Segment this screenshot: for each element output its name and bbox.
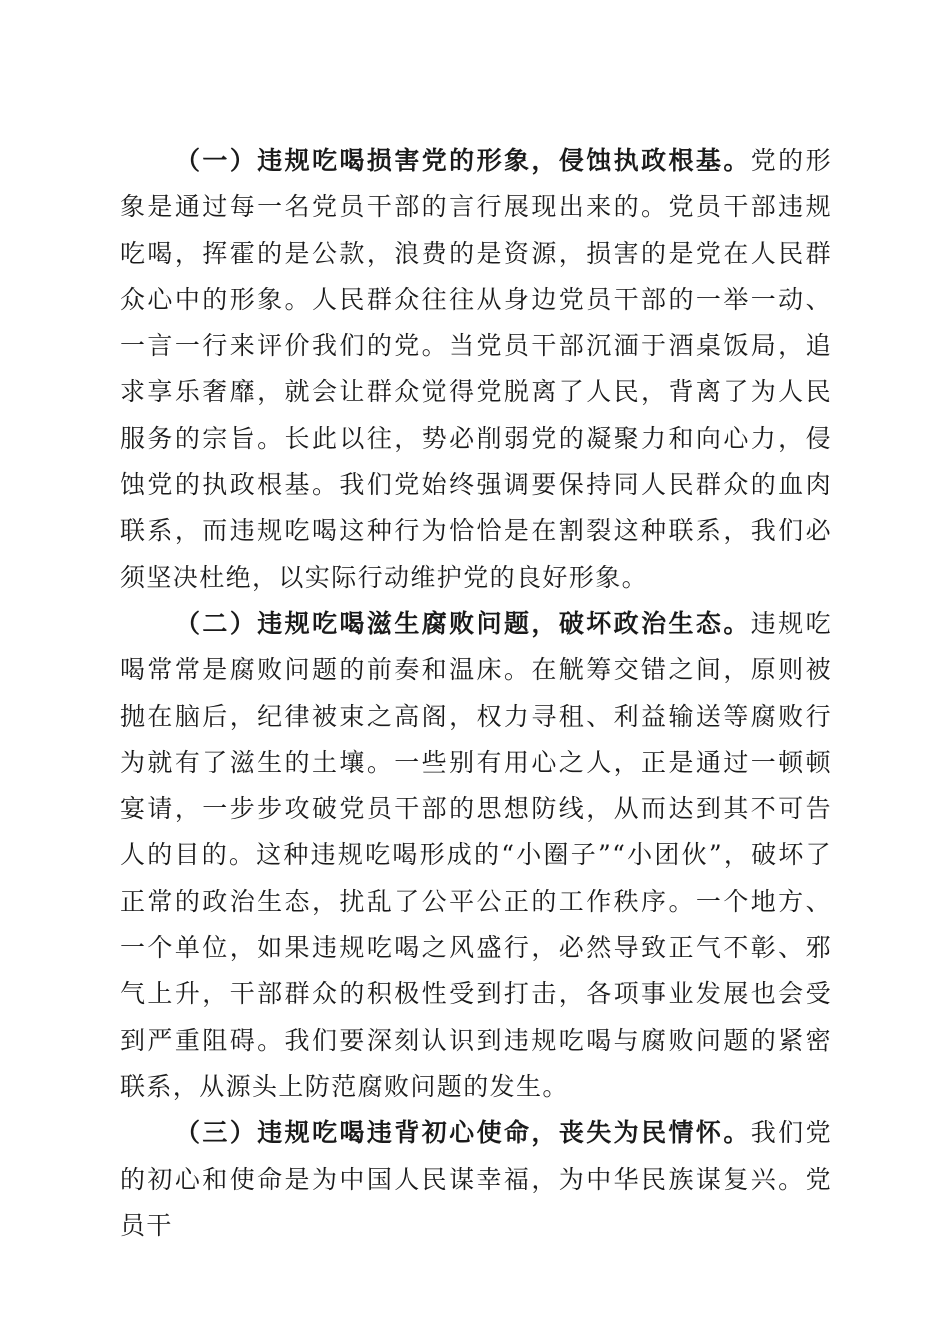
paragraph-3 bbox=[120, 1110, 832, 1249]
paragraph-2-body: 违规吃喝常常是腐败问题的前奏和温床。在觥筹交错之间，原则被抛在脑后，纪律被束之高阁，权力寻租、利益输送等腐败行为就有了滋生的土壤。一些别有用心之人，正是通过一顿顿宴请，一步步攻破党员干部的思想防线，从而达到其不可告人的目的。这种违规吃喝形成的“小圈子”“小团伙”，破坏了正常的政治生态，扰乱了公平公正的工作秩序。一个地方、一个单位，如果违规吃喝之风盛行，必然导致正气不彰、邪气上升，干部群众的积极性受到打击，各项事业发展也会受到严重阻碍。我们要深刻认识到违规吃喝与腐败问题的紧密联系，从源头上防范腐败问题的发生。 bbox=[120, 608, 832, 1101]
document-body bbox=[120, 138, 832, 1249]
paragraph-2 bbox=[120, 601, 832, 1110]
paragraph-1-body: 党的形象是通过每一名党员干部的言行展现出来的。党员干部违规吃喝，挥霍的是公款，浪费的是资源，损害的是党在人民群众心中的形象。人民群众往往从身边党员干部的一举一动、一言一行来评价我们的党。当党员干部沉湎于酒桌饭局，追求享乐奢靡，就会让群众觉得党脱离了人民，背离了为人民服务的宗旨。长此以往，势必削弱党的凝聚力和向心力，侵蚀党的执政根基。我们党始终强调要保持同人民群众的血肉联系，而违规吃喝这种行为恰恰是在割裂这种联系，我们必须坚决杜绝，以实际行动维护党的良好形象。 bbox=[120, 146, 832, 592]
paragraph-2-heading: （二）违规吃喝滋生腐败问题，破坏政治生态。 bbox=[175, 608, 751, 638]
paragraph-1-heading: （一）违规吃喝损害党的形象，侵蚀执政根基。 bbox=[175, 146, 751, 175]
paragraph-3-body: 我们党的初心和使命是为中国人民谋幸福，为中华民族谋复兴。党员干 bbox=[120, 1118, 832, 1240]
paragraph-1 bbox=[120, 138, 832, 601]
paragraph-3-heading: （三）违规吃喝违背初心使命，丧失为民情怀。 bbox=[175, 1118, 751, 1148]
